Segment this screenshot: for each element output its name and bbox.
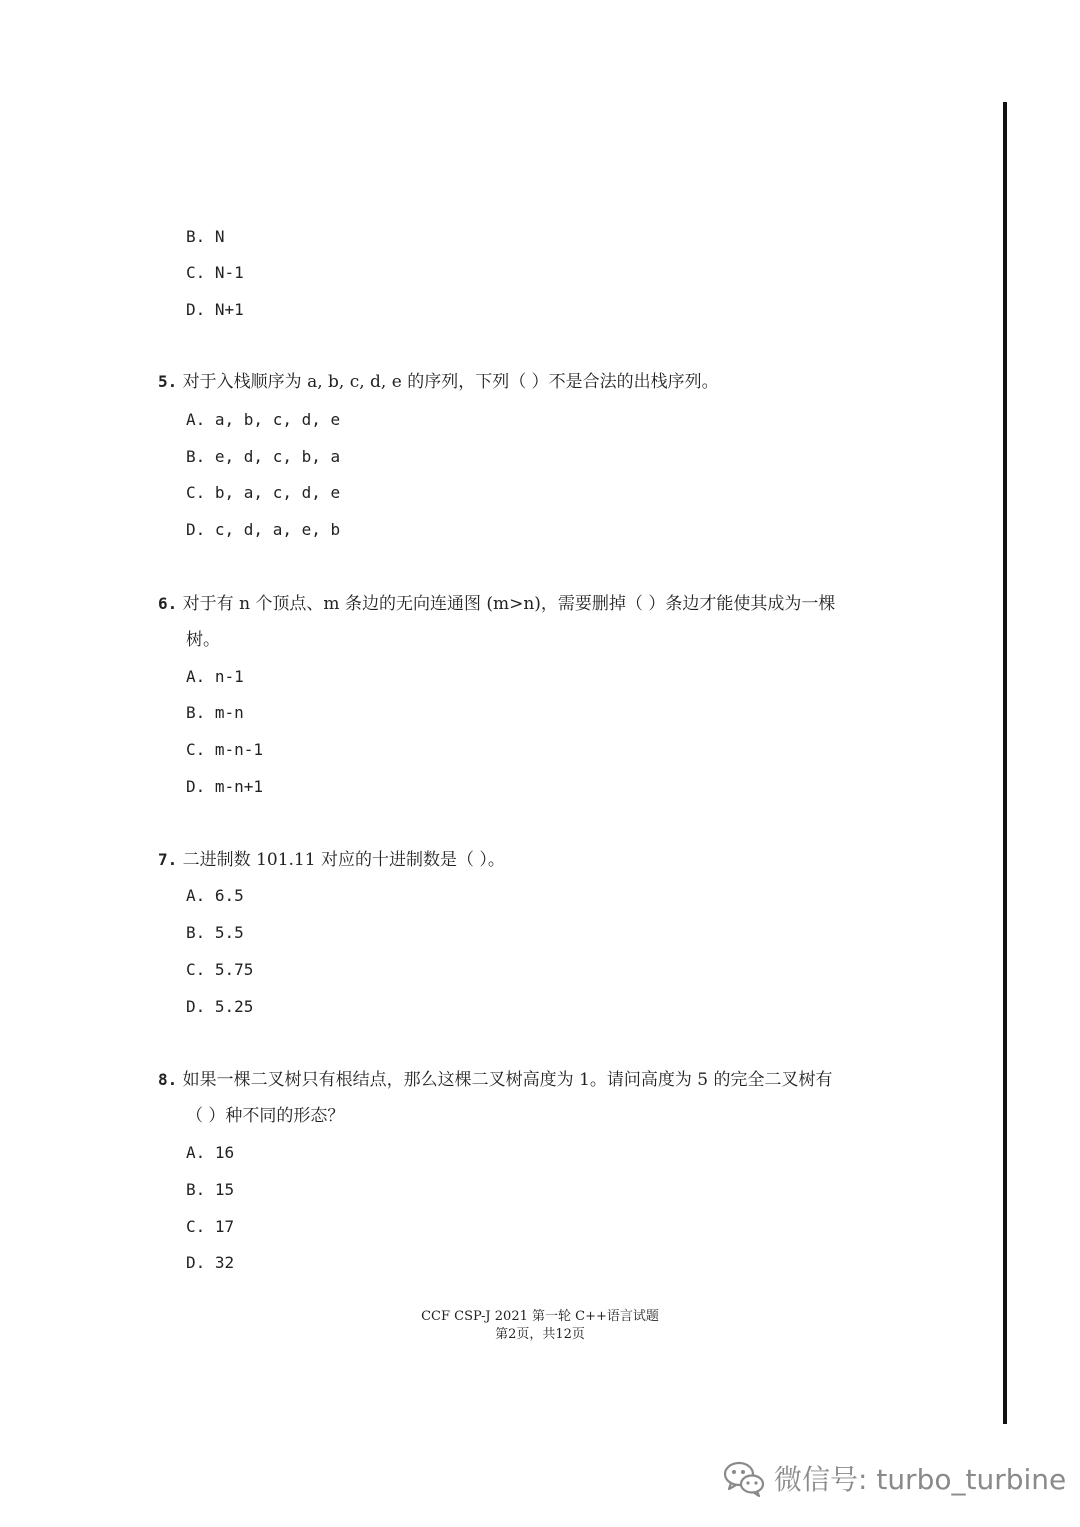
q6-option-a: A. n-1: [186, 667, 244, 686]
footer-exam-title: CCF CSP-J 2021 第一轮 C++语言试题: [421, 1309, 659, 1324]
question-8-number: 8.: [158, 1070, 178, 1089]
q8-option-a: A. 16: [186, 1143, 235, 1162]
q8-option-c: C. 17: [186, 1217, 235, 1236]
q5-option-c: C. b, a, c, d, e: [186, 483, 341, 502]
q7-option-d: D. 5.25: [186, 997, 254, 1016]
option-prev-b: B. N: [186, 227, 225, 246]
page-right-border: [1003, 102, 1007, 1424]
q5-option-a: A. a, b, c, d, e: [186, 410, 341, 429]
watermark-text: 微信号: turbo_turbine: [774, 1463, 1067, 1496]
wechat-icon: [722, 1458, 766, 1498]
question-6-number: 6.: [158, 594, 178, 613]
question-8-text: 如果一棵二叉树只有根结点，那么这棵二叉树高度为 1。请问高度为 5 的完全二叉树有: [182, 1070, 833, 1090]
q7-option-c: C. 5.75: [186, 960, 254, 979]
q7-option-b: B. 5.5: [186, 923, 244, 942]
question-6-text: 对于有 n 个顶点、m 条边的无向连通图 (m>n)，需要删掉（ ）条边才能使其成为一棵: [182, 594, 836, 614]
question-6: [158, 586, 918, 622]
question-7-text: 二进制数 101.11 对应的十进制数是（ ）。: [182, 850, 505, 870]
question-8-text-continued: （ ）种不同的形态？: [186, 1106, 345, 1126]
question-5: [158, 364, 918, 400]
q7-option-a: A. 6.5: [186, 886, 244, 905]
q5-option-b: B. e, d, c, b, a: [186, 447, 341, 466]
question-6-text-continued: 树。: [186, 630, 220, 650]
q6-option-b: B. m-n: [186, 703, 244, 722]
question-7: [158, 842, 918, 878]
option-prev-c: C. N-1: [186, 263, 244, 282]
footer-page-number: 第2页，共12页: [495, 1327, 585, 1342]
q6-option-d: D. m-n+1: [186, 777, 264, 796]
question-5-number: 5.: [158, 372, 178, 391]
q5-option-d: D. c, d, a, e, b: [186, 520, 341, 539]
q6-option-c: C. m-n-1: [186, 740, 264, 759]
question-8: [158, 1062, 918, 1098]
page-footer: [380, 1308, 700, 1344]
q8-option-b: B. 15: [186, 1180, 235, 1199]
q8-option-d: D. 32: [186, 1253, 235, 1272]
question-7-number: 7.: [158, 850, 178, 869]
option-prev-d: D. N+1: [186, 300, 244, 319]
question-5-text: 对于入栈顺序为 a, b, c, d, e 的序列，下列（ ）不是合法的出栈序列。: [182, 372, 719, 392]
wechat-watermark: [722, 1458, 1066, 1498]
